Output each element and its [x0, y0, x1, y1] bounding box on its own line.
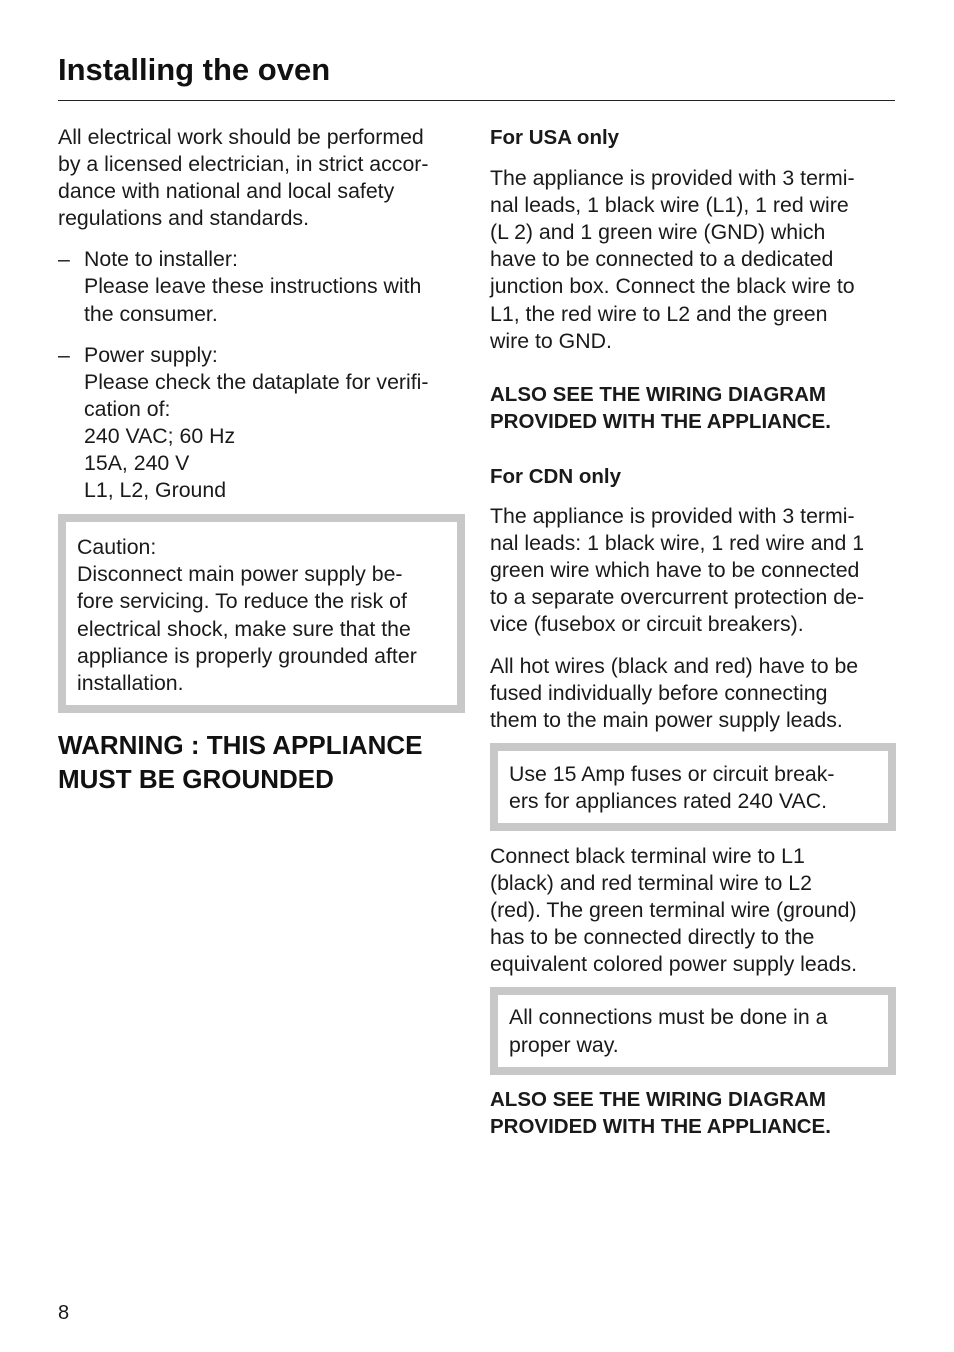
- connect-paragraph: Connect black terminal wire to L1 (black) and red terminal wire to L2 (red). The green terminal wire (ground) has to be connected directly to the equivalent colored power supply leads.: [490, 843, 858, 977]
- page-number: 8: [58, 1302, 70, 1324]
- caution-box: Caution: Disconnect main power supply be- fore servicing. To reduce the risk of electrical shock, make sure that the appliance is properly grounded after installation.: [58, 514, 465, 713]
- right-column: [490, 124, 898, 1140]
- installer-note: – Note to installer: Please leave these instructions with the consumer.: [58, 247, 422, 326]
- grounding-warning: WARNING : THIS APPLIANCE MUST BE GROUNDED: [58, 729, 423, 794]
- left-column: [58, 124, 466, 796]
- wiring-diagram-note-1: ALSO SEE THE WIRING DIAGRAM PROVIDED WITH THE APPLIANCE.: [490, 382, 831, 433]
- usa-paragraph: The appliance is provided with 3 termi- nal leads, 1 black wire (L1), 1 red wire (L 2) and 1 green wire (GND) which have to be connected to a dedicated junction box. Connect the black wire to L1, the red wire to L2 and the green wire to GND.: [490, 166, 855, 353]
- dash-bullet: –: [58, 247, 70, 272]
- title-divider: [58, 100, 895, 101]
- connections-box: All connections must be done in a proper way.: [490, 987, 896, 1074]
- fuse-rating-box: Use 15 Amp fuses or circuit break- ers for appliances rated 240 VAC.: [490, 743, 896, 831]
- cdn-heading: For CDN only: [490, 464, 621, 488]
- intro-paragraph: All electrical work should be performed by a licensed electrician, in strict accor- dance with national and local safety regulations and standards.: [58, 125, 429, 231]
- dash-bullet: –: [58, 342, 70, 367]
- power-supply-note: – Power supply: Please check the dataplate for verifi- cation of: 240 VAC; 60 Hz 15A, 240 V L1, L2, Ground: [58, 342, 429, 503]
- cdn-paragraph: The appliance is provided with 3 termi- nal leads: 1 black wire, 1 red wire and 1 green wire which have to be connected to a separate overcurrent protection de- vice (fusebox or circuit breakers).: [490, 504, 865, 637]
- usa-heading: For USA only: [490, 126, 620, 149]
- hot-wires-paragraph: All hot wires (black and red) have to be fused individually before connecting them to the main power supply leads.: [490, 653, 859, 732]
- wiring-diagram-note-2: ALSO SEE THE WIRING DIAGRAM PROVIDED WITH THE APPLIANCE.: [490, 1087, 831, 1138]
- page-title: Installing the oven: [58, 52, 331, 87]
